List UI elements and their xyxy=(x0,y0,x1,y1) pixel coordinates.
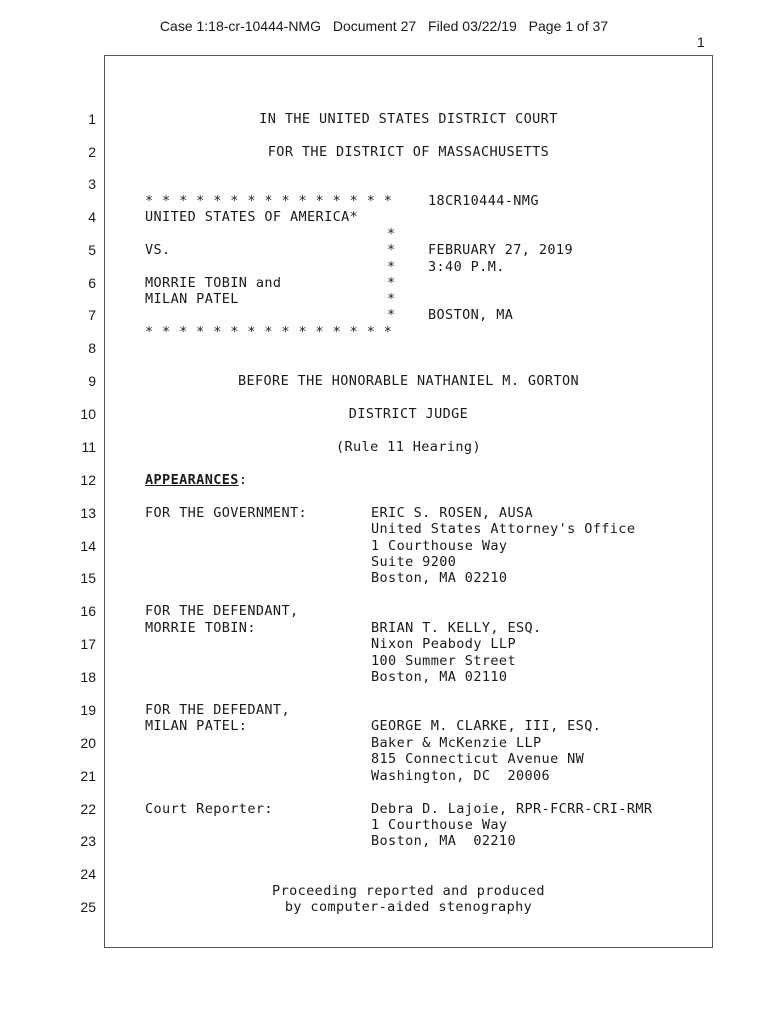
judge-line: BEFORE THE HONORABLE NATHANIEL M. GORTON xyxy=(237,373,580,389)
patel-firm: Baker & McKenzie LLP xyxy=(371,735,542,751)
tobin-address: 100 Summer Street xyxy=(371,653,516,669)
case-number: Case 1:18-cr-10444-NMG xyxy=(159,18,321,34)
page-count: Page 1 of 37 xyxy=(528,18,609,34)
line-number: 13 xyxy=(80,505,96,521)
filing-header xyxy=(0,18,768,34)
government-city: Boston, MA 02210 xyxy=(371,570,508,586)
tobin-label-1: FOR THE DEFENDANT, xyxy=(145,603,299,619)
line-number: 9 xyxy=(88,373,96,389)
line-number: 7 xyxy=(88,307,96,323)
reporter-label: Court Reporter: xyxy=(145,801,273,817)
government-address: 1 Courthouse Way xyxy=(371,538,508,554)
line-number: 24 xyxy=(80,866,96,882)
caption-star: * xyxy=(387,291,396,307)
patel-address: 815 Connecticut Avenue NW xyxy=(371,751,585,767)
tobin-firm: Nixon Peabody LLP xyxy=(371,636,516,652)
reporter-address: 1 Courthouse Way xyxy=(371,817,508,833)
hearing-type: (Rule 11 Hearing) xyxy=(336,439,481,455)
plaintiff: UNITED STATES OF AMERICA* xyxy=(145,209,359,225)
defendant-one: MORRIE TOBIN and xyxy=(145,275,282,291)
caption-stars-top: * * * * * * * * * * * * * * * xyxy=(145,193,393,209)
judge-title: DISTRICT JUDGE xyxy=(348,406,469,422)
line-number: 5 xyxy=(88,242,96,258)
patel-label-1: FOR THE DEFEDANT, xyxy=(145,702,290,718)
court-name: IN THE UNITED STATES DISTRICT COURT xyxy=(259,111,558,127)
line-number: 18 xyxy=(80,669,96,685)
line-number: 25 xyxy=(80,899,96,915)
tobin-city: Boston, MA 02110 xyxy=(371,669,508,685)
hearing-date: FEBRUARY 27, 2019 xyxy=(428,242,573,258)
government-suite: Suite 9200 xyxy=(371,554,457,570)
patel-counsel: GEORGE M. CLARKE, III, ESQ. xyxy=(371,718,602,734)
line-number: 16 xyxy=(80,603,96,619)
caption-star: * xyxy=(387,307,396,323)
caption-star: * xyxy=(387,275,396,291)
line-number: 14 xyxy=(80,538,96,554)
line-number: 8 xyxy=(88,340,96,356)
line-number: 11 xyxy=(81,439,96,455)
appearances-heading xyxy=(145,472,247,488)
tobin-label-2: MORRIE TOBIN: xyxy=(145,620,256,636)
line-number: 19 xyxy=(80,702,96,718)
filed-date: Filed 03/22/19 xyxy=(428,18,517,34)
line-number: 2 xyxy=(88,144,96,160)
tobin-counsel: BRIAN T. KELLY, ESQ. xyxy=(371,620,542,636)
caption-star: * xyxy=(387,242,396,258)
appearances-heading-text: APPEARANCES xyxy=(145,472,239,488)
patel-label-2: MILAN PATEL: xyxy=(145,718,248,734)
government-label: FOR THE GOVERNMENT: xyxy=(145,505,308,521)
line-number: 6 xyxy=(88,275,96,291)
line-number: 10 xyxy=(80,406,96,422)
case-number-caption: 18CR10444-NMG xyxy=(428,193,539,209)
line-number: 22 xyxy=(80,801,96,817)
court-district: FOR THE DISTRICT OF MASSACHUSETTS xyxy=(267,144,550,160)
reporter-city: Boston, MA 02210 xyxy=(371,833,516,849)
government-counsel: ERIC S. ROSEN, AUSA xyxy=(371,505,534,521)
appearances-colon: : xyxy=(238,472,248,488)
line-number: 15 xyxy=(80,570,96,586)
line-number: 1 xyxy=(88,111,96,127)
transcript-page-number: 1 xyxy=(697,34,705,50)
hearing-time: 3:40 P.M. xyxy=(428,259,505,275)
line-number: 17 xyxy=(80,636,96,652)
line-number: 3 xyxy=(88,176,96,192)
versus: VS. xyxy=(145,242,171,258)
patel-city: Washington, DC 20006 xyxy=(371,768,551,784)
line-number: 20 xyxy=(80,735,96,751)
government-office: United States Attorney's Office xyxy=(371,521,636,537)
footer-line-2: by computer-aided stenography xyxy=(284,899,533,915)
line-number: 4 xyxy=(88,209,96,225)
line-number: 23 xyxy=(80,833,96,849)
line-number: 21 xyxy=(80,768,96,784)
caption-stars-bottom: * * * * * * * * * * * * * * * xyxy=(145,324,393,340)
hearing-location: BOSTON, MA xyxy=(428,307,514,323)
line-number: 12 xyxy=(80,472,96,488)
caption-star: * xyxy=(387,259,396,275)
defendant-two: MILAN PATEL xyxy=(145,291,239,307)
document-number: Document 27 xyxy=(332,18,417,34)
reporter-name: Debra D. Lajoie, RPR-FCRR-CRI-RMR xyxy=(371,801,653,817)
caption-star: * xyxy=(387,226,396,242)
footer-line-1: Proceeding reported and produced xyxy=(272,883,545,899)
